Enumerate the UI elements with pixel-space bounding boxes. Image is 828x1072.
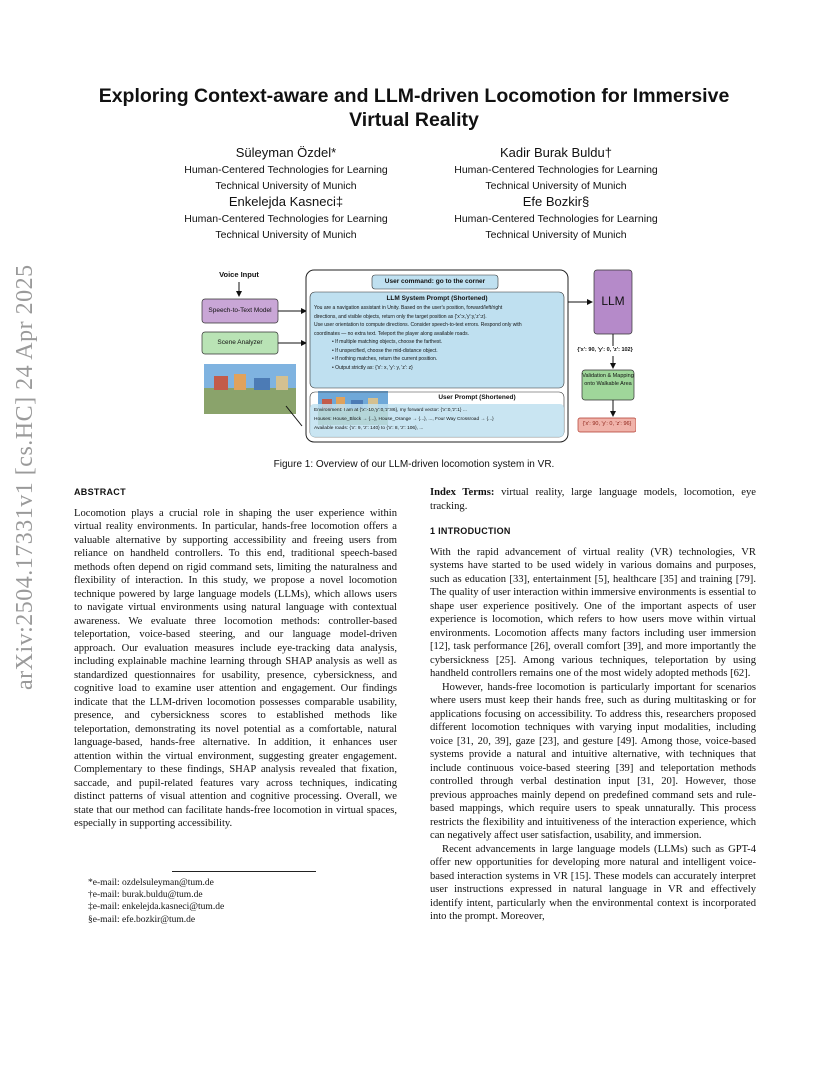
footnote: *e-mail: ozdelsuleyman@tum.de (88, 878, 214, 888)
abstract-heading: ABSTRACT (74, 487, 126, 497)
index-terms-label: Index Terms: (430, 487, 495, 498)
system-prompt-line: Use user orientation to compute directions. Consider speech-to-text errors. Respond only with (314, 322, 522, 328)
author-name: Enkelejda Kasneci‡ (228, 194, 344, 209)
right-column (430, 486, 756, 924)
rule-item: • If unspecified, choose the mid-distance object. (332, 347, 438, 354)
voice-input-label: Voice Input (219, 270, 259, 279)
footnote: ‡e-mail: enkelejda.kasneci@tum.de (88, 902, 225, 913)
rule-item: • Output strictly as: {'x': x, 'y': y, 'z': z} (332, 364, 413, 371)
footnote: §e-mail: efe.bozkir@tum.de (88, 914, 196, 925)
index-terms-text: virtual reality, large language models, locomotion, eye tracking. (430, 487, 756, 512)
author-name: Süleyman Özdel* (235, 145, 337, 160)
author-3 (170, 193, 402, 243)
author-2 (428, 144, 684, 194)
author-institution: Technical University of Munich (485, 229, 627, 241)
index-terms (430, 486, 756, 513)
rule-list (314, 338, 562, 372)
user-prompt-title: User Prompt (Shortened) (438, 394, 516, 401)
author-institution: Technical University of Munich (485, 180, 627, 192)
rule-text: If multiple matching objects, choose the farthest. (335, 339, 443, 345)
validation-label: Validation & Mapping onto Walkable Area (582, 373, 634, 387)
intro-paragraph-1: With the rapid advancement of virtual reality (VR) technologies, VR systems have started to be used widely in various domains and purposes, such as education [33], entertainment [5], healthcare [35] and training [79]. The quality of user interaction within immersive environments is essential to shape user experience positively. One of the important aspects of user experience is locomotion, which refers to how users move within virtual environments. Locomotion affects many factors including user immersion [12], task performance [26], overall comfort [39], and more importantly the cybersickness [25]. Among various techniques, teleportation by using handheld controllers remains one of the most widely adopted methods [62]. (430, 546, 756, 679)
left-column (74, 486, 397, 831)
author-name: Efe Bozkir§ (522, 194, 590, 209)
author-affiliation: Human-Centered Technologies for Learning (454, 164, 658, 176)
footnote: †e-mail: burak.buldu@tum.de (88, 890, 203, 901)
system-prompt-text (314, 304, 562, 372)
figure-1 (196, 266, 636, 446)
final-output-label: {'x': 90, 'y': 0, 'z': 96} (582, 421, 632, 427)
footnotes (88, 871, 316, 926)
author-affiliation: Human-Centered Technologies for Learning (184, 213, 388, 225)
author-name: Kadir Burak Buldu† (499, 145, 612, 160)
rule-text: Output strictly as: {'x': x, 'y': y, 'z': z} (335, 364, 413, 371)
system-prompt-line: directions, and visible objects, return only the target position as {'x':x,'y':y,'z':z}. (314, 313, 487, 320)
system-prompt-title: LLM System Prompt (Shortened) (386, 295, 488, 302)
arxiv-identifier: arXiv:2504.17331v1 [cs.HC] 24 Apr 2025 (12, 264, 38, 690)
rule-text: If unspecified, choose the mid-distance object. (335, 347, 438, 354)
llm-output-label: {'x': 90, 'y': 0, 'z': 102} (577, 347, 633, 353)
speech-to-text-label: Speech-to-Text Model (208, 307, 272, 314)
user-prompt-line: Environment: I am at {'x':-10,'y':0,'z':86}, my forward vector: {'x':0,'z':1} ... (314, 408, 467, 413)
rule-item: • If nothing matches, return the current position. (332, 356, 438, 362)
introduction-heading: 1 INTRODUCTION (430, 526, 511, 536)
author-institution: Technical University of Munich (215, 180, 357, 192)
intro-paragraph-3: Recent advancements in large language models (LLMs) such as GPT-4 offer new opportunities for developing more natural and intelligent voice-based interaction systems in VR [15]. These models can accurately interpret user instructions expressed in natural language in VR and effectively identify intent, particularly when the environmental context is incorporated into the prompt. Moreover, (430, 843, 756, 922)
footnote-rule (172, 871, 316, 872)
author-institution: Technical University of Munich (215, 229, 357, 241)
rule-item: • If multiple matching objects, choose the farthest. (332, 339, 443, 345)
system-prompt-line: You are a navigation assistant in Unity. Based on the user's position, forward/left/right (314, 305, 503, 311)
llm-label: LLM (601, 294, 625, 308)
author-affiliation: Human-Centered Technologies for Learning (454, 213, 658, 225)
user-prompt-text (314, 406, 562, 433)
rule-text: If nothing matches, return the current position. (335, 356, 438, 362)
user-prompt-line: Houses: House_Block → {...}, House_Orange → {...}, ..., Four Way Crossroad → {...} (314, 417, 494, 422)
figure-caption: Figure 1: Overview of our LLM-driven locomotion system in VR. (273, 459, 555, 470)
abstract-text: Locomotion plays a crucial role in shaping the user experience within virtual reality environments. In particular, hands-free locomotion offers a valuable alternative by supporting accessibility and freeing users from reliance on handheld controllers. To this end, traditional speech-based methods often depend on rigid command sets, limiting the naturalness and flexibility of interaction. In this study, we propose a novel locomotion technique powered by large language models (LLMs), which allows users to navigate virtual environments using natural language with contextual awareness. We evaluate three locomotion methods: controller-based teleportation, voice-based steering, and our language model-driven approach. Our evaluation measures include eye-tracking data analysis, including explainable machine learning through SHAP analysis as well as standardized questionnaires for usability, presence, cybersickness, and cognitive load to examine user attention and engagement. Our findings indicate that the LLM-driven locomotion possesses comparable usability, presence, and cybersickness scores to established methods like teleportation, demonstrating its novel potential as a comfortable, natural language-based, hands-free alternative. In addition, it enhances user attention within the virtual environment, suggesting greater engagement. Complementary to these findings, SHAP analysis revealed that fixation, saccade, and pupil-related features vary across techniques, indicating distinct patterns of visual attention and cognitive processing. Overall, we state that our method can facilitate hands-free locomotion in virtual spaces, especially in supporting accessibility. (74, 507, 397, 829)
author-affiliation: Human-Centered Technologies for Learning (184, 164, 388, 176)
system-prompt-line: coordinates — no extra text. Teleport the player along available roads. (314, 330, 469, 337)
paper-title: Exploring Context-aware and LLM-driven Locomotion for Immersive Virtual Reality (98, 85, 730, 131)
user-prompt-line: Available roads: {'x': 9, 'z': 140} to {'x': 8, 'z': 106}, ... (314, 426, 424, 431)
author-1 (170, 144, 402, 194)
scene-analyzer-label: Scene Analyzer (217, 339, 263, 346)
author-4 (428, 193, 684, 243)
intro-paragraph-2: However, hands-free locomotion is particularly important for scenarios where users must keep their hands free, such as during multitasking or for applications focusing on accessibility. To address this, researchers proposed different locomotion techniques with varying input modalities, including voice [31, 20, 39], gaze [23], and gesture [49]. Among those, voice-based systems provide a natural and intuitive alternative, with techniques that include continuous voice-based steering [39] and teleportation methods controlled through verbal destination input [31, 20]. However, those previous approaches mainly depend on predefined command sets and rule-based mappings, which require users to speak unnaturally. This process restricts the flexibility and intuitiveness of the interaction experience, which can negatively affect user satisfaction, usability, and immersion. (430, 681, 756, 841)
user-command-label: User command: go to the corner (384, 278, 486, 285)
